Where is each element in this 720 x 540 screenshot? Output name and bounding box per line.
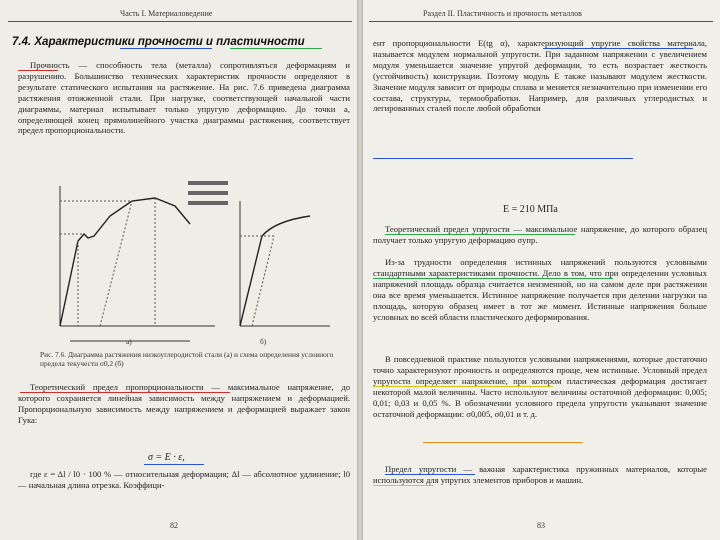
right-page bbox=[363, 0, 720, 540]
stress-curve-b bbox=[240, 216, 310, 326]
figure-caption: Рис. 7.6. Диаграмма растяжения низкоуглеродистой стали (а) и схема определения условного предела текучести σ0,2 (б) bbox=[40, 350, 334, 368]
paragraph-practice: В повседневной практике пользуются условными напряжениями, которые достаточно точно характеризуют прочность и определяются проще, чем истинные. Условный предел упругости определяет напряжение, при котором пластическая деформация достигает некоторой малой величины. Часто используют величины остаточной деформации: 0,005; 0,01; 0,03 и 0,05 %. В обозначении условного предела упругости указывают значение остаточной деформации: σ0,005, σ0,01 и т. д. bbox=[373, 354, 707, 419]
modulus-value: E = 210 МПа bbox=[503, 204, 558, 215]
figure-label-a: а) bbox=[126, 337, 132, 346]
highlight-red-2 bbox=[20, 392, 230, 393]
paragraph-modulus: ент пропорциональности E(tg α), характеризующий упругие свойства материала, называется модулем нормальной упругости. При заданном напряжении с увеличением модуля уменьшается значение упругой деформации, то есть возрастает жесткость (устойчивость) конструкции. Поэтому модуль E также называют модулем жесткости. Значение модуля зависит от природы сплава и меняется незначительно при изменении его состава, структуры, термообработки. Например, для различных углеродистых и легированных сталей после любой обработки bbox=[373, 38, 707, 114]
paragraph-elastic-limit: Теоретический предел упругости — максимальное напряжение, до которого образец получает только упругую деформацию σупр. bbox=[373, 224, 707, 245]
highlight-blue-r1 bbox=[543, 48, 693, 49]
paragraph-strength: Прочность — способность тела (металла) сопротивляться деформациям и разрушению. Большинство технических характеристик прочности определяют в результате статического испытания на растяжение. На рис. 7.6 приведена диаграмма растяжения отожженной стали. При нагрузке, соответствующей начальной части диаграммы, материал испытывает только упругую деформацию. До точки а, определяющей конец прямолинейного участка диаграммы растяжения, соответствует предел пропорциональности. bbox=[18, 60, 350, 136]
highlight-orange-r1 bbox=[423, 442, 583, 443]
dash-a4 bbox=[100, 201, 132, 326]
specimen-3 bbox=[188, 201, 228, 205]
offset-line-b bbox=[252, 236, 274, 326]
running-head-right: Раздел II. Пластичность и прочность металлов bbox=[423, 9, 582, 18]
highlight-green bbox=[230, 48, 322, 49]
highlight-blue-2 bbox=[144, 464, 204, 465]
paragraph-proportionality: Теоретический предел пропорциональности — максимальное напряжение, до которого сохраняется линейная зависимость между напряжением и деформацией. Пропорциональную зависимость между напряжением и деформацией выражает закон Гука: bbox=[18, 382, 350, 425]
page-number-right: 83 bbox=[537, 521, 545, 530]
specimen-2 bbox=[188, 191, 228, 195]
figure-label-b: б) bbox=[260, 337, 267, 346]
highlight-red bbox=[18, 70, 58, 71]
highlight-blue-r3 bbox=[385, 474, 475, 475]
highlight-yellow-r2 bbox=[373, 485, 433, 486]
section-heading: 7.4. Характеристики прочности и пластичности bbox=[12, 36, 305, 48]
highlight-blue-r2 bbox=[373, 158, 633, 159]
header-rule bbox=[8, 21, 352, 22]
header-rule-right bbox=[369, 21, 713, 22]
stress-strain-figure bbox=[40, 176, 340, 346]
running-head: Часть I. Материаловедение bbox=[120, 9, 213, 18]
highlight-blue bbox=[120, 48, 212, 49]
paragraph-true-stress: Из-за трудности определения истинных напряжений пользуются условными стандартными характеристиками прочности. Дело в том, что при определении условных напряжений площадь образца считается неизменной, но на самом деле при растяжении она все время уменьшается. Истинное напряжение получается при делении нагрузки на площадь, которую образец имеет в тот же момент. Истинные напряжения больше условных во всей области пластического деформирования. bbox=[373, 257, 707, 322]
paragraph-spring: Предел упругости — важная характеристика пружинных материалов, которые используются для упругих элементов приборов и машин. bbox=[373, 464, 707, 485]
hooke-formula: σ = E · ε, bbox=[148, 452, 185, 463]
page-number-left: 82 bbox=[170, 521, 178, 530]
highlight-green-r2 bbox=[373, 278, 613, 279]
specimen-1 bbox=[188, 181, 228, 185]
left-page bbox=[0, 0, 357, 540]
highlight-yellow-r1 bbox=[373, 386, 553, 387]
highlight-green-r1 bbox=[385, 234, 575, 235]
stress-curve-a bbox=[60, 198, 190, 326]
paragraph-definitions: где ε = Δl / l0 · 100 % — относительная деформация; Δl — абсолютное удлинение; l0 — начальная длина отрезка. Коэффици- bbox=[18, 469, 350, 490]
